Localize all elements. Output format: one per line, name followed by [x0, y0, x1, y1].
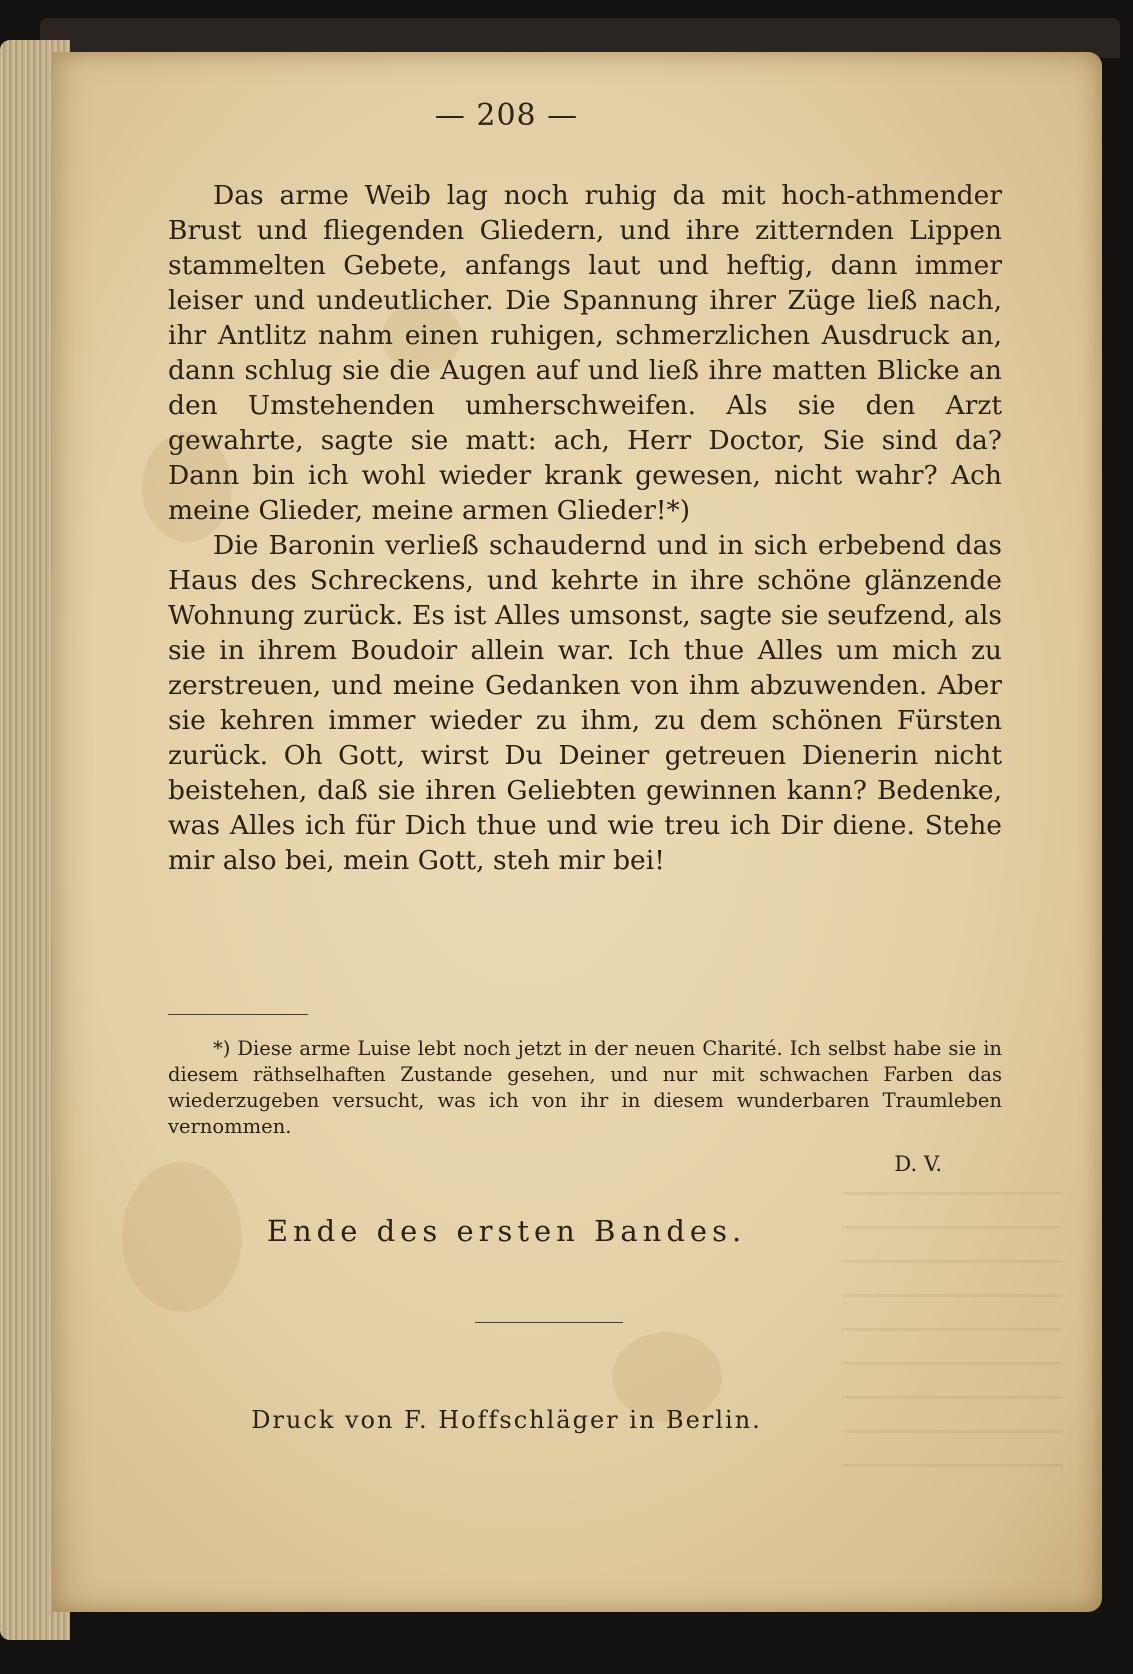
- footnote-signature: D. V.: [894, 1152, 942, 1176]
- end-of-volume-heading: Ende des ersten Bandes.: [266, 1214, 747, 1248]
- footnote: [168, 1036, 1002, 1140]
- main-text: [168, 178, 1002, 878]
- page-number: — 208 —: [434, 98, 579, 133]
- printer-imprint: Druck von F. Hoffschläger in Berlin.: [251, 1406, 762, 1434]
- center-divider: [475, 1322, 623, 1323]
- footnote-divider: [168, 1014, 308, 1015]
- paragraph: Die Baronin verließ schaudernd und in sich erbebend das Haus des Schreckens, und kehrte in ihre schöne glänzende Wohnung zurück. Es ist Alles umsonst, sagte sie seufzend, als sie in ihrem Boudoir allein war. Ich thue Alles um mich zu zerstreuen, und meine Gedanken von ihm abzuwenden. Aber sie kehren immer wieder zu ihm, zu dem schönen Fürsten zurück. Oh Gott, wirst Du Deiner getreuen Dienerin nicht beistehen, daß sie ihren Geliebten gewinnen kann? Bedenke, was Alles ich für Dich thue und wie treu ich Dir diene. Stehe mir also bei, mein Gott, steh mir bei!: [168, 530, 1002, 876]
- footnote-text: *) Diese arme Luise lebt noch jetzt in der neuen Charité. Ich selbst habe sie in diesem räthselhaften Zustande gesehen, und nur mit schwachen Farben das wiederzugeben versucht, was ich von ihr in diesem wunderbaren Traumleben vernommen.: [168, 1037, 1002, 1138]
- paragraph: Das arme Weib lag noch ruhig da mit hoch-athmender Brust und fliegenden Gliedern, und ihre zitternden Lippen stammelten Gebete, anfangs laut und heftig, dann immer leiser und undeutlicher. Die Spannung ihrer Züge ließ nach, ihr Antlitz nahm einen ruhigen, schmerzlichen Ausdruck an, dann schlug sie die Augen auf und ließ ihre matten Blicke an den Umstehenden umherschweifen. Als sie den Arzt gewahrte, sagte sie matt: ach, Herr Doctor, Sie sind da? Dann bin ich wohl wieder krank gewesen, nicht wahr? Ach meine Glieder, meine armen Glieder!*): [168, 180, 1002, 526]
